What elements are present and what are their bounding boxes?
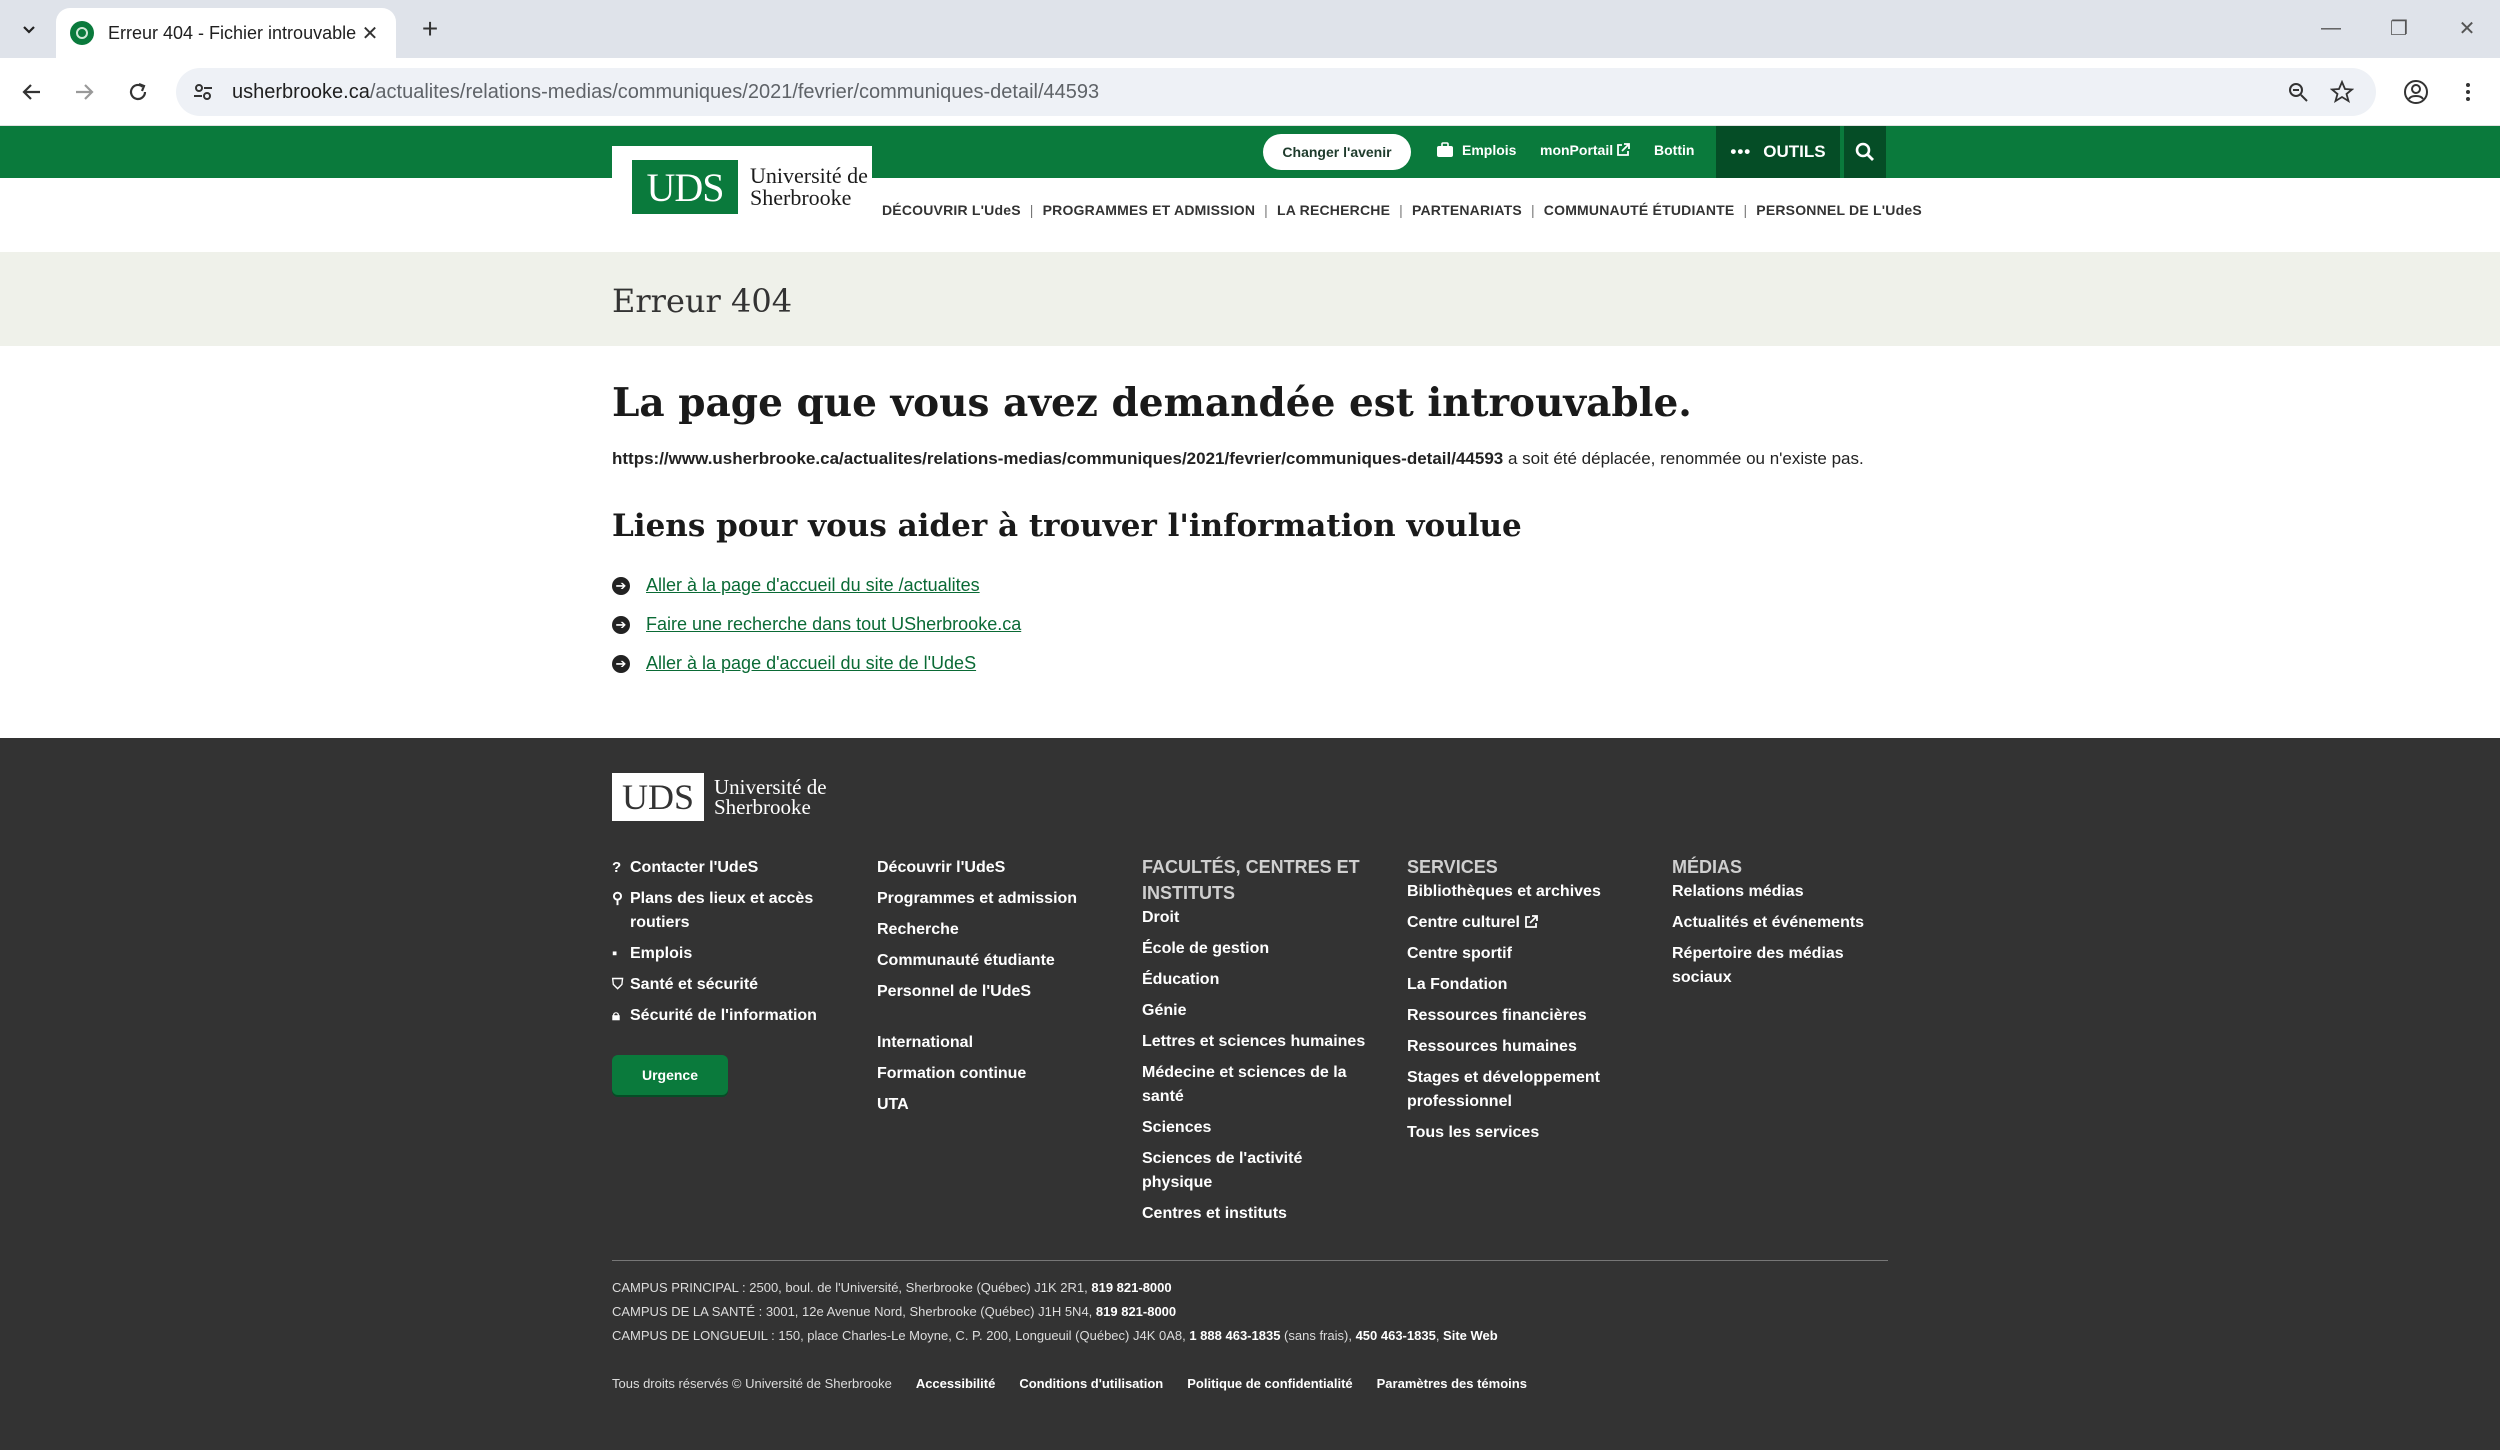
help-link-item (612, 566, 1892, 605)
footer-logo[interactable] (612, 773, 827, 821)
link-udes-home[interactable]: Aller à la page d'accueil du site de l'UdeS (646, 653, 977, 673)
footer-link[interactable]: Sciences (1142, 1119, 1212, 1136)
footer-link[interactable]: Centres et instituts (1142, 1205, 1287, 1222)
footer-col-services (1407, 854, 1627, 1152)
tab-title: Erreur 404 - Fichier introuvable (108, 22, 357, 43)
close-tab-icon[interactable]: ✕ (361, 22, 379, 45)
help-links (612, 566, 1892, 683)
restore-icon[interactable]: ❐ (2390, 17, 2408, 40)
footer-logo-name: Université de Sherbrooke (714, 775, 827, 819)
footer-link[interactable]: Actualités et événements (1672, 914, 1865, 931)
footer-heading-facultes: FACULTÉS, CENTRES ET INSTITUTS (1142, 857, 1360, 903)
footer-link[interactable]: Lettres et sciences humaines (1142, 1033, 1366, 1050)
new-tab-button[interactable]: + (421, 13, 439, 44)
nav-communaute[interactable]: COMMUNAUTÉ ÉTUDIANTE (1543, 202, 1735, 218)
footer-link[interactable]: UTA (877, 1096, 909, 1113)
footer-logo-mark: UDS (612, 773, 704, 821)
footer-link[interactable]: Centre sportif (1407, 945, 1512, 962)
zoom-icon[interactable] (2284, 78, 2312, 106)
error-content (612, 380, 1892, 683)
footer-link-plans[interactable]: ⚲ Plans des lieux et accès routiers (612, 887, 832, 935)
link-search-site[interactable]: Faire une recherche dans tout USherbrooke.ca (646, 614, 1022, 634)
copyright: Tous droits réservés © Université de Sherbrooke (612, 1376, 892, 1391)
footer-col-contact (612, 856, 832, 1035)
footer-link[interactable]: Ressources financières (1407, 1007, 1587, 1024)
emplois-link[interactable]: Emplois (1436, 142, 1516, 158)
footer-link[interactable]: Communauté étudiante (877, 952, 1055, 969)
legal-conditions[interactable]: Conditions d'utilisation (1019, 1376, 1164, 1391)
site-favicon-icon (70, 21, 94, 45)
forward-arrow-icon (73, 81, 95, 103)
question-icon: ? (612, 859, 622, 876)
shield-icon: ⛉ (612, 976, 624, 993)
more-vertical-icon (2465, 81, 2471, 103)
nav-decouvrir[interactable]: DÉCOUVRIR L'UdeS (882, 202, 1021, 218)
arrow-circle-icon: ➔ (612, 577, 630, 595)
footer-heading-services: SERVICES (1407, 857, 1498, 877)
footer-link-securite-info[interactable]: 🔒︎ Sécurité de l'information (612, 1004, 832, 1028)
top-utility-bar (0, 126, 2500, 178)
link-actualites-home[interactable]: Aller à la page d'accueil du site /actualites (646, 575, 980, 595)
footer-link[interactable]: Ressources humaines (1407, 1038, 1577, 1055)
legal-accessibilite[interactable]: Accessibilité (915, 1376, 996, 1391)
profile-button[interactable] (2398, 74, 2434, 110)
external-link-icon (1616, 143, 1630, 157)
footer-link[interactable]: Éducation (1142, 971, 1220, 988)
forward-button[interactable] (66, 74, 102, 110)
site-web-link[interactable]: Site Web (1443, 1328, 1498, 1343)
help-link-item (612, 644, 1892, 683)
footer-link-contact[interactable]: ? Contacter l'UdeS (612, 856, 832, 880)
footer-link[interactable]: Droit (1142, 909, 1180, 926)
campus-addresses (612, 1276, 1498, 1348)
external-link-icon (1524, 915, 1538, 929)
outils-button[interactable]: ••• OUTILS (1716, 126, 1840, 178)
footer-link[interactable]: Médecine et sciences de la santé (1142, 1064, 1347, 1105)
main-navigation: DÉCOUVRIR L'UdeS | PROGRAMMES ET ADMISSION | LA RECHERCHE | PARTENARIATS | COMMUNAUTÉ ÉTUDIANTE | PERSONNEL DE L'UdeS (882, 202, 1922, 218)
back-arrow-icon (21, 81, 43, 103)
lock-icon: 🔒︎ (612, 1007, 620, 1024)
footer-link[interactable]: Personnel de l'UdeS (877, 983, 1032, 1000)
map-pin-icon: ⚲ (612, 890, 623, 907)
account-icon (2403, 79, 2429, 105)
error-heading: La page que vous avez demandée est introuvable. (612, 380, 1692, 426)
bookmark-star-icon[interactable] (2328, 78, 2356, 106)
footer-link[interactable]: Formation continue (877, 1065, 1027, 1082)
address-bar[interactable] (176, 68, 2376, 116)
briefcase-icon (1436, 142, 1454, 158)
arrow-circle-icon: ➔ (612, 655, 630, 673)
footer-link[interactable]: International (877, 1034, 974, 1051)
nav-recherche[interactable]: LA RECHERCHE (1277, 202, 1391, 218)
campus-longueuil: CAMPUS DE LONGUEUIL : 150, place Charles-Le Moyne, C. P. 200, Longueuil (Québec) J4K 0A8, 1 888 463-1835 (sans frais), 450 463-1835, Site Web (612, 1328, 1498, 1343)
nav-programmes[interactable]: PROGRAMMES ET ADMISSION (1042, 202, 1256, 218)
legal-bar (612, 1376, 1527, 1391)
footer-col-facultes (1142, 854, 1372, 1233)
changer-avenir-button[interactable]: Changer l'avenir (1263, 134, 1411, 170)
footer-heading-medias: MÉDIAS (1672, 857, 1743, 877)
reload-icon (127, 81, 149, 103)
help-heading: Liens pour vous aider à trouver l'information voulue (612, 508, 1522, 544)
page-title: Erreur 404 (612, 282, 793, 320)
footer-link-emplois[interactable]: ▪ Emplois (612, 942, 832, 966)
footer-link[interactable]: Recherche (877, 921, 959, 938)
site-info-icon[interactable] (190, 79, 216, 105)
search-icon (1855, 142, 1875, 162)
footer-link[interactable]: Tous les services (1407, 1124, 1540, 1141)
footer-link-centre-culturel[interactable]: Centre culturel (1407, 911, 1627, 935)
footer-link[interactable]: Stages et développement professionnel (1407, 1069, 1600, 1110)
browser-toolbar (0, 58, 2500, 126)
footer-link[interactable]: École de gestion (1142, 940, 1270, 957)
urgence-button[interactable]: Urgence (612, 1055, 728, 1095)
site-search-button[interactable] (1844, 126, 1886, 178)
footer-link[interactable]: Relations médias (1672, 883, 1804, 900)
dots-icon: ••• (1730, 142, 1752, 161)
footer-col-general (877, 856, 1107, 1124)
minimize-icon[interactable]: — (2321, 16, 2341, 39)
monportail-link[interactable]: monPortail (1540, 142, 1630, 158)
footer-link[interactable]: Bibliothèques et archives (1407, 883, 1601, 900)
footer-link[interactable]: Découvrir l'UdeS (877, 859, 1006, 876)
window-close-icon[interactable]: ✕ (2458, 17, 2476, 40)
browser-menu-button[interactable] (2450, 74, 2486, 110)
footer-link[interactable]: Répertoire des médias sociaux (1672, 945, 1844, 986)
url-text: usherbrooke.ca/actualites/relations-medias/communiques/2021/fevrier/communiques-detail/44593 (232, 80, 1100, 103)
campus-principal: CAMPUS PRINCIPAL : 2500, boul. de l'Université, Sherbrooke (Québec) J1K 2R1, 819 821-8000 (612, 1280, 1172, 1295)
reload-button[interactable] (120, 74, 156, 110)
site-footer (0, 738, 2500, 1450)
chevron-down-icon (21, 21, 37, 37)
browser-tab[interactable] (56, 8, 396, 58)
tab-search-button[interactable] (13, 13, 45, 45)
briefcase-icon: ▪ (612, 945, 618, 962)
footer-link[interactable]: La Fondation (1407, 976, 1508, 993)
bottin-link[interactable]: Bottin (1654, 142, 1695, 158)
arrow-circle-icon: ➔ (612, 616, 630, 634)
nav-personnel[interactable]: PERSONNEL DE L'UdeS (1756, 202, 1922, 218)
error-message: https://www.usherbrooke.ca/actualites/relations-medias/communiques/2021/fevrier/communiques-detail/44593 a soit été déplacée, renommée ou n'existe pas. (612, 449, 1864, 468)
back-button[interactable] (14, 74, 50, 110)
page-title-band (0, 252, 2500, 346)
missing-url: https://www.usherbrooke.ca/actualites/relations-medias/communiques/2021/fevrier/communiques-detail/44593 (612, 449, 1504, 468)
footer-link-sante[interactable]: ⛉ Santé et sécurité (612, 973, 832, 997)
nav-partenariats[interactable]: PARTENARIATS (1411, 202, 1522, 218)
legal-temoins[interactable]: Paramètres des témoins (1376, 1376, 1527, 1391)
footer-divider (612, 1260, 1888, 1261)
uds-logo-mark: UDS (632, 160, 738, 214)
footer-col-medias (1672, 854, 1892, 997)
legal-confidentialite[interactable]: Politique de confidentialité (1187, 1376, 1353, 1391)
site-logo[interactable] (612, 146, 872, 228)
browser-tab-bar (0, 0, 2500, 58)
footer-link[interactable]: Programmes et admission (877, 890, 1078, 907)
uds-logo-name: Université de Sherbrooke (750, 163, 868, 210)
footer-link[interactable]: Sciences de l'activité physique (1142, 1150, 1303, 1191)
campus-sante: CAMPUS DE LA SANTÉ : 3001, 12e Avenue Nord, Sherbrooke (Québec) J1H 5N4, 819 821-8000 (612, 1304, 1177, 1319)
help-link-item (612, 605, 1892, 644)
footer-link[interactable]: Génie (1142, 1002, 1187, 1019)
